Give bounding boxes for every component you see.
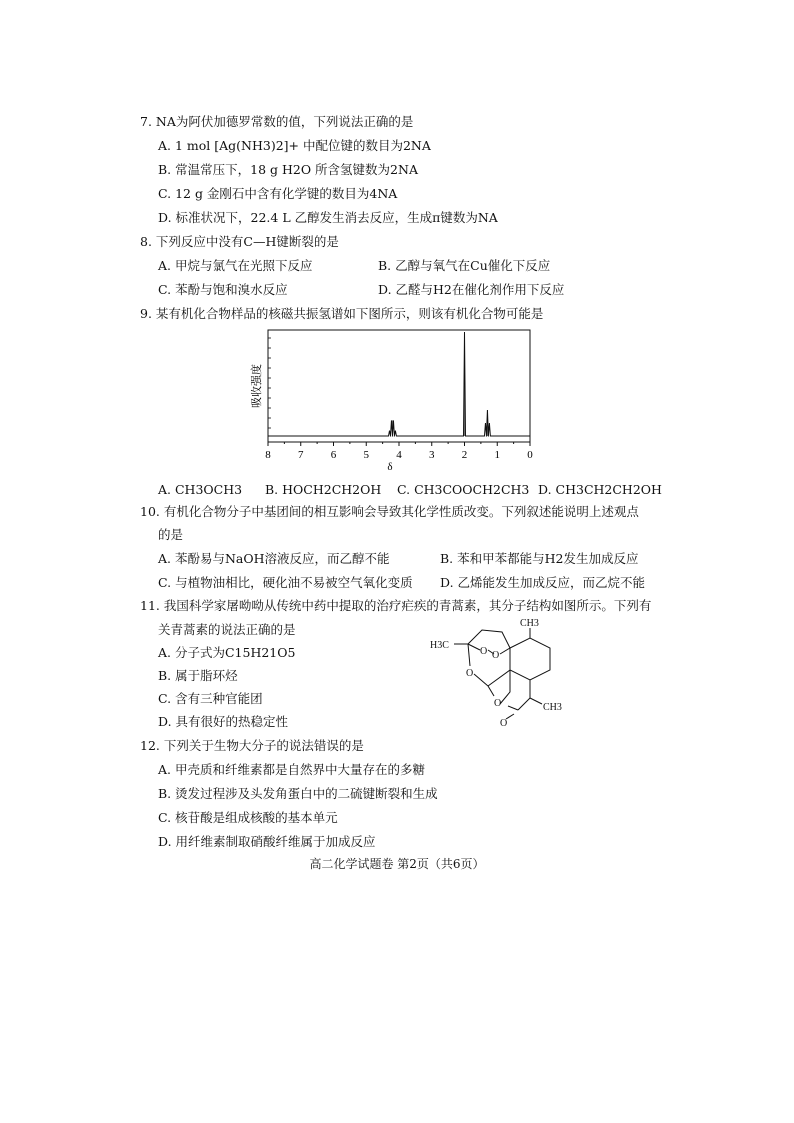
structure-label-o5: O (500, 718, 508, 728)
q11-stem-line2: 关青蒿素的说法正确的是 (158, 622, 296, 637)
structure-label-h3c: H3C (430, 640, 449, 651)
q12-option-d: D. 用纤维素制取硝酸纤维属于加成反应 (158, 834, 376, 849)
q9-stem: 9. 某有机化合物样品的核磁共振氢谱如下图所示，则该有机化合物可能是 (140, 306, 544, 321)
q11-stem-line1: 11. 我国科学家屠呦呦从传统中药中提取的治疗疟疾的青蒿素，其分子结构如图所示。下列有 (140, 598, 652, 613)
structure-label-ch3-top: CH3 (520, 618, 539, 629)
structure-label-ch3-right: CH3 (543, 702, 562, 713)
q10-option-d: D. 乙烯能发生加成反应，而乙烷不能 (440, 575, 646, 590)
x-tick-label: 2 (461, 449, 468, 461)
q10-option-c: C. 与植物油相比，硬化油不易被空气氧化变质 (158, 575, 413, 590)
q8-option-d: D. 乙醛与H2在催化剂作用下反应 (378, 282, 565, 297)
x-tick-label: 5 (363, 449, 369, 461)
q11-option-b: B. 属于脂环烃 (158, 668, 238, 683)
q10-stem-line2: 的是 (158, 527, 184, 542)
q12-stem: 12. 下列关于生物大分子的说法错误的是 (140, 738, 364, 753)
q12-option-b: B. 烫发过程涉及头发角蛋白中的二硫键断裂和生成 (158, 786, 438, 801)
x-axis-label: δ (387, 461, 393, 473)
nmr-spectrum-chart (250, 328, 540, 473)
structure-label-o4: O (494, 698, 502, 709)
q10-stem-line1: 10. 有机化合物分子中基团间的相互影响会导致其化学性质改变。下列叙述能说明上述观点 (140, 504, 639, 519)
structure-label-o3: O (466, 668, 474, 679)
q7-option-c: C. 12 g 金刚石中含有化学键的数目为4NA (158, 186, 398, 201)
x-tick-label: 8 (265, 449, 271, 461)
q12-option-a: A. 甲壳质和纤维素都是自然界中大量存在的多糖 (158, 762, 425, 777)
q10-option-a: A. 苯酚易与NaOH溶液反应，而乙醇不能 (158, 551, 390, 566)
structure-label-o1: O (480, 646, 488, 657)
q7-option-a: A. 1 mol [Ag(NH3)2]+ 中配位键的数目为2NA (158, 138, 431, 153)
x-tick-label: 1 (494, 449, 500, 461)
chart-frame (268, 330, 530, 442)
x-tick-label: 7 (298, 449, 304, 461)
x-tick-label: 3 (429, 449, 435, 461)
q9-option-d: D. CH3CH2CH2OH (538, 482, 662, 497)
structure-label-o2: O (492, 650, 500, 661)
q11-option-c: C. 含有三种官能团 (158, 691, 263, 706)
q9-option-a: A. CH3OCH3 (158, 482, 243, 497)
q11-option-a: A. 分子式为C15H21O5 (158, 645, 296, 660)
x-tick-label: 0 (527, 449, 533, 461)
y-axis-label: 吸收强度 (251, 364, 263, 408)
page-footer: 高二化学试题卷 第2页（共6页） (309, 857, 485, 871)
q9-option-c: C. CH3COOCH2CH3 (397, 482, 530, 497)
q12-option-c: C. 核苷酸是组成核酸的基本单元 (158, 810, 338, 825)
q8-option-b: B. 乙醇与氧气在Cu催化下反应 (378, 258, 551, 273)
q7-stem: 7. NA为阿伏加德罗常数的值，下列说法正确的是 (140, 114, 414, 129)
x-tick-label: 6 (330, 449, 337, 461)
spectrum-line (268, 332, 530, 436)
q8-option-c: C. 苯酚与饱和溴水反应 (158, 282, 288, 297)
q8-stem: 8. 下列反应中没有C—H键断裂的是 (140, 234, 339, 249)
q7-option-b: B. 常温常压下，18 g H2O 所含氢键数为2NA (158, 162, 418, 177)
artemisinin-structure (430, 618, 570, 728)
q11-option-d: D. 具有很好的热稳定性 (158, 714, 289, 729)
q8-option-a: A. 甲烷与氯气在光照下反应 (158, 258, 313, 273)
x-tick-label: 4 (396, 449, 402, 461)
q10-option-b: B. 苯和甲苯都能与H2发生加成反应 (440, 551, 639, 566)
q7-option-d: D. 标准状况下，22.4 L 乙醇发生消去反应，生成π键数为NA (158, 210, 498, 225)
q9-option-b: B. HOCH2CH2OH (265, 482, 382, 497)
